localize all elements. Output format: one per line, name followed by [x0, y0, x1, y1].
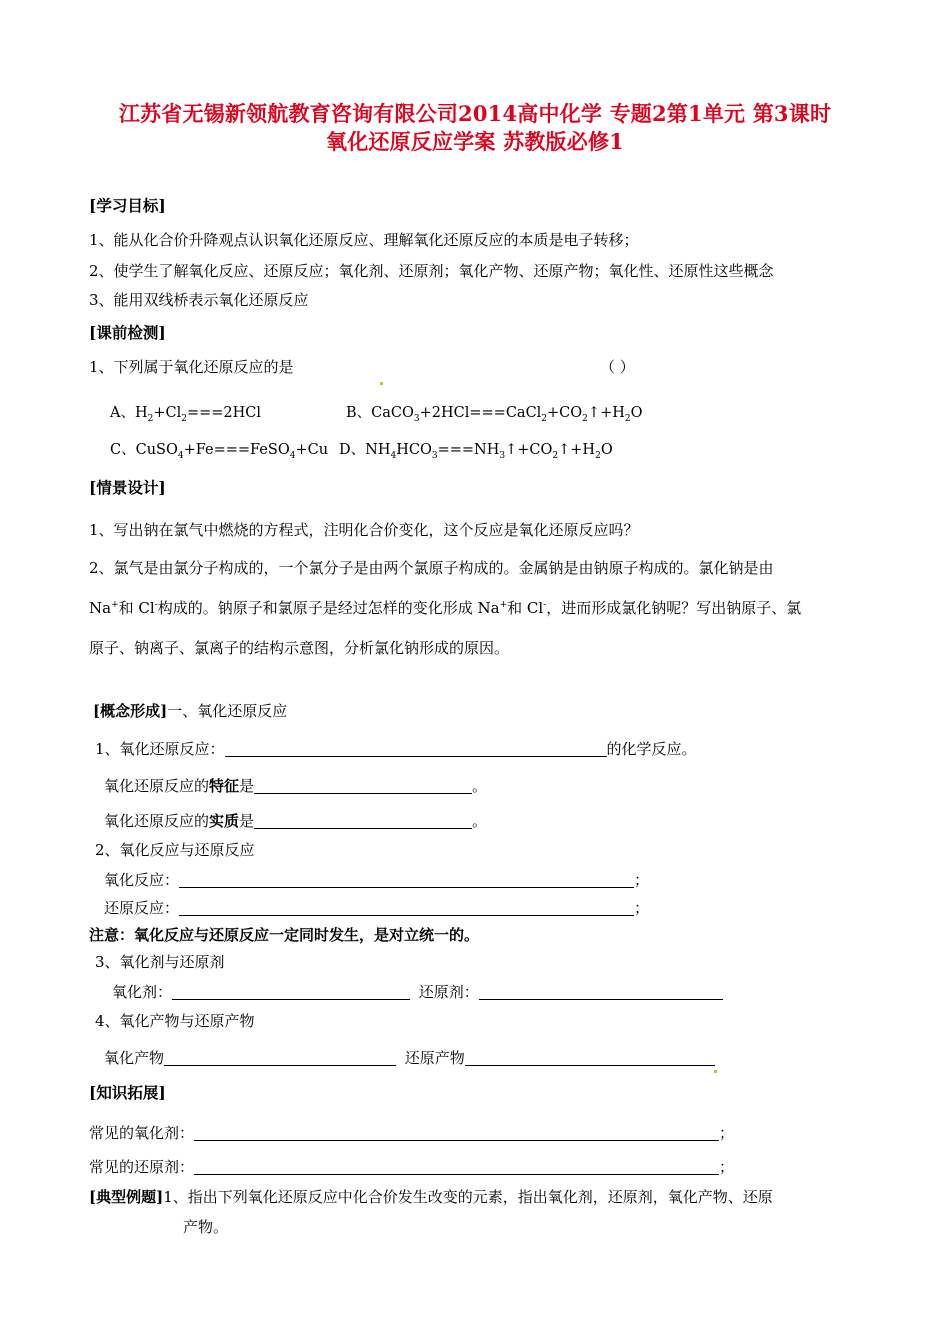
option-b: B、$CaCO_3+2HCl===CaCl_2+CO_2↑+H_2O$	[346, 405, 643, 424]
precheck-question	[89, 360, 294, 375]
objectives-heading: [学习目标]	[89, 196, 166, 215]
concept-item-4: 4、氧化产物与还原产物	[95, 1012, 255, 1030]
yellow-dot-mark	[712, 1060, 717, 1075]
oxidant-reductant-row: 氧化剂： 还原剂：	[112, 983, 723, 1000]
scenario-question-2-line1: 2、氯气是由氯分子构成的，一个氯分子是由两个氯原子构成的。金属钠是由钠原子构成的。氯化钠是由	[89, 559, 774, 577]
blank-line[interactable]	[479, 983, 723, 1000]
blank-line[interactable]	[179, 871, 634, 888]
objective-item-1: 1、能从化合价升降观点认识氧化还原反应、理解氧化还原反应的本质是电子转移；	[89, 231, 639, 249]
objective-item-3: 3、能用双线桥表示氧化还原反应	[89, 291, 309, 309]
yellow-dot-mark	[378, 372, 383, 387]
blank-line[interactable]	[465, 1049, 715, 1066]
blank-line[interactable]	[164, 1049, 396, 1066]
scenario-question-2-line2: Na+和 Cl-构成的。钠原子和氯原子是经过怎样的变化形成 Na+和 Cl-，进而形成氯化钠呢？写出钠原子、氯	[89, 599, 802, 617]
scenario-question-2-line3: 原子、钠离子、氯离子的结构示意图，分析氯化钠形成的原因。	[89, 639, 510, 657]
concept-essence: 氧化还原反应的实质是 。	[104, 812, 488, 830]
option-c: C、CuSO$_4$+Fe===FeSO$_4$+Cu	[110, 442, 329, 461]
example-line1: [典型例题]1、指出下列氧化还原反应中化合价发生改变的元素，指出氧化剂，还原剂，氧化产物、还原	[89, 1188, 773, 1206]
note-text: 注意：氧化反应与还原反应一定同时发生，是对立统一的。	[89, 926, 480, 944]
option-d: D、$NH_4HCO_3===NH_3↑+CO_2↑+H_2O$	[339, 442, 613, 461]
concept-heading: [概念形成]一、氧化还原反应	[93, 702, 288, 720]
blank-line[interactable]	[254, 812, 472, 829]
blank-line[interactable]	[194, 1158, 719, 1175]
document-title-line1: 江苏省无锡新领航教育咨询有限公司2014高中化学 专题2第1单元 第3课时	[118, 101, 832, 126]
extension-heading: [知识拓展]	[89, 1083, 166, 1102]
example-line2: 产物。	[183, 1218, 229, 1236]
reduction-reaction: 还原反应： ；	[104, 899, 650, 917]
document-title-line2: 氧化还原反应学案 苏教版必修1	[326, 129, 624, 154]
blank-line[interactable]	[172, 983, 410, 1000]
concept-item-2: 2、氧化反应与还原反应	[95, 841, 255, 859]
precheck-heading: [课前检测]	[89, 323, 166, 342]
precheck-question-text: 1、下列属于氧化还原反应的是	[89, 358, 294, 376]
blank-line[interactable]	[254, 777, 472, 794]
oxidation-reaction: 氧化反应： ；	[104, 871, 650, 889]
option-a: A、$H_2+Cl_2===2HCl$	[110, 405, 262, 424]
answer-bracket: （ ）	[600, 358, 635, 376]
products-row: 氧化产物 还原产物	[104, 1049, 715, 1066]
blank-line[interactable]	[225, 740, 607, 757]
blank-line[interactable]	[179, 899, 634, 916]
objective-item-2: 2、使学生了解氧化反应、还原反应；氧化剂、还原剂；氧化产物、还原产物；氧化性、还原性这些概念	[89, 262, 774, 280]
blank-line[interactable]	[194, 1124, 719, 1141]
common-oxidant: 常见的氧化剂： ；	[89, 1124, 735, 1142]
concept-feature: 氧化还原反应的特征是 。	[104, 777, 488, 795]
scenario-question-1: 1、写出钠在氯气中燃烧的方程式，注明化合价变化，这个反应是氧化还原反应吗？	[89, 521, 639, 539]
concept-item-1: 1、氧化还原反应： 的化学反应。	[95, 740, 697, 758]
scenario-heading: [情景设计]	[89, 478, 166, 497]
common-reductant: 常见的还原剂： ；	[89, 1158, 735, 1176]
concept-item-3: 3、氧化剂与还原剂	[95, 953, 225, 971]
